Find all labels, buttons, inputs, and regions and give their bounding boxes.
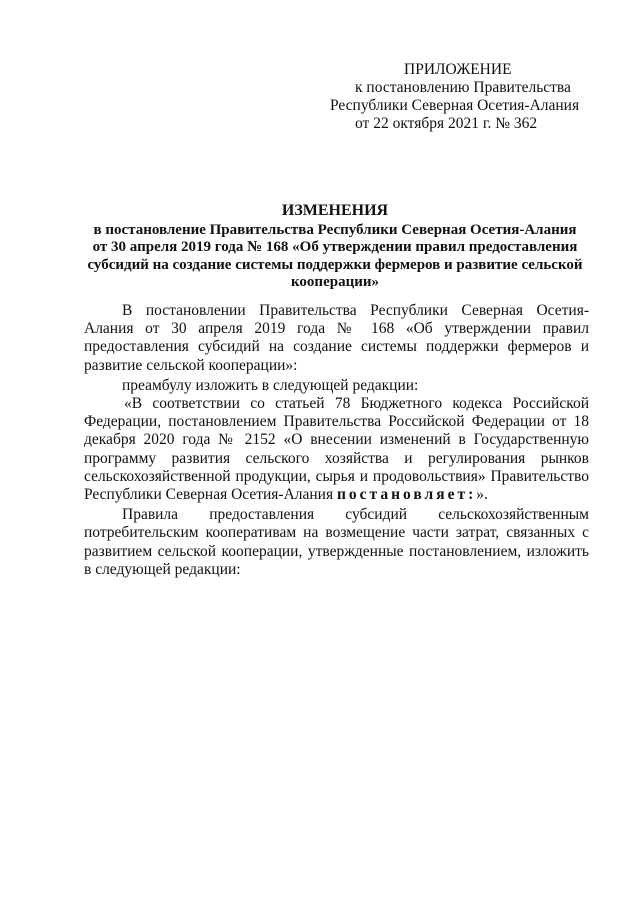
title-line-4: кооперации» xyxy=(290,274,379,290)
title-line-2: от 30 апреля 2019 года № 168 «Об утверждении правил предоставления xyxy=(92,239,578,255)
paragraph-rules: Правила предоставления субсидий сельскохозяйственным потребительским кооперативам на возмещение части затрат, связанных с развитием сельской кооперации, утвержденные постановлением, изложить в следующей редакции: xyxy=(84,506,589,578)
document-title xyxy=(70,202,600,292)
preamble-closing: ». xyxy=(476,486,488,504)
title-line-1: в постановление Правительства Республики Северная Осетия-Алания xyxy=(93,221,577,238)
paragraph-preamble-text xyxy=(84,395,589,504)
paragraph-preamble-instruction: преамбулу изложить в следующей редакции: xyxy=(122,376,419,394)
appendix-ref-line-2: Республики Северная Осетия-Алания xyxy=(330,97,580,114)
appendix-label: ПРИЛОЖЕНИЕ xyxy=(404,61,512,78)
appendix-header xyxy=(330,61,598,133)
preamble-main-text: «В соответствии со статьей 78 Бюджетного кодекса Российской Федерации, постановлением Правительства Российской Федерации от 18 декабря 2020 года № 2152 «О внесении изменений в Государственную программу развития сельского хозяйства и регулирования рынков сельскохозяйственной продукции, сырья и продовольствия» Правительство Республики Северная Осетия-Алания xyxy=(84,395,589,504)
appendix-ref-line-1: к постановлению Правительства xyxy=(355,79,571,96)
appendix-date-number: от 22 октября 2021 г. № 362 xyxy=(355,115,538,132)
title-heading: ИЗМЕНЕНИЯ xyxy=(281,202,389,219)
document-body xyxy=(84,302,589,579)
title-line-3: субсидий на создание системы поддержки фермеров и развитие сельской xyxy=(87,256,583,273)
preamble-decree-word: постановляет: xyxy=(336,486,477,504)
paragraph-intro: В постановлении Правительства Республики Северная Осетия-Алания от 30 апреля 2019 года № 168 «Об утверждении правил предоставления субсидий на создание системы поддержки фермеров и развитие сельской кооперации»: xyxy=(84,302,589,374)
